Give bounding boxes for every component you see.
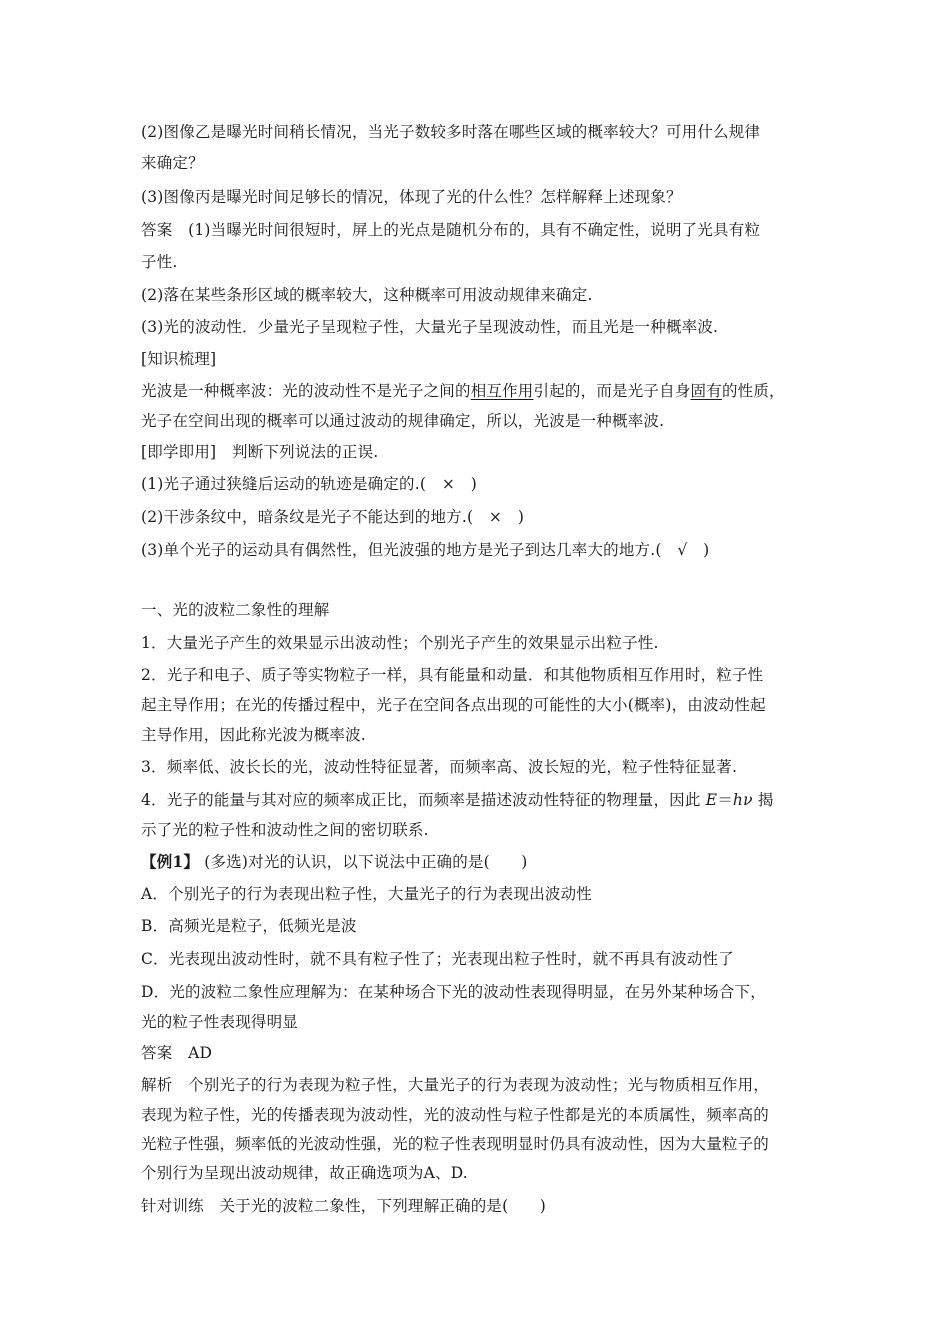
example-question: (多选)对光的认识，以下说法中正确的是( ) [199,853,528,871]
point-3: 3．频率低、波长长的光，波动性特征显著，而频率高、波长短的光，粒子性特征显著. [141,758,738,776]
point-2-line-1: 2．光子和电子、质子等实物粒子一样，具有能量和动量．和其他物质相互作用时，粒子性 [141,666,764,684]
option-c: C．光表现出波动性时，就不具有粒子性了；光表现出粒子性时，就不再具有波动性了 [141,950,734,968]
question-3: (3)图像丙是曝光时间足够长的情况，体现了光的什么性？怎样解释上述现象？ [141,188,682,206]
judge-item-2: (2)干涉条纹中，暗条纹是光子不能达到的地方.( × ) [141,508,525,526]
point-2-line-3: 主导作用，因此称光波为概率波. [141,726,366,744]
underlined-term: 固有 [690,382,722,400]
analysis-line-4: 个别行为呈现出波动规律，故正确选项为A、D. [141,1164,468,1182]
question-2-line-1: (2)图像乙是曝光时间稍长情况，当光子数较多时落在哪些区域的概率较大？可用什么规律 [141,123,761,141]
section-title: 一、光的波粒二象性的理解 [141,601,330,619]
judge-item-3: (3)单个光子的运动具有偶然性，但光波强的地方是光子到达几率大的地方.( √ ) [141,541,710,559]
knowledge-heading: [知识梳理] [141,350,217,368]
knowledge-text: 引起的，而是光子自身 [533,382,691,400]
point-2-line-2: 起主导作用；在光的传播过程中，光子在空间各点出现的可能性的大小(概率)，由波动性起 [141,696,766,714]
underlined-term: 相互作用 [470,382,534,400]
formula-symbol: E [705,791,718,809]
point-4-line-1 [141,789,821,811]
option-a: A．个别光子的行为表现出粒子性，大量光子的行为表现出波动性 [141,885,592,903]
option-b: B．高频光是粒子，低频光是波 [141,917,357,935]
answer-2: (2)落在某些条形区域的概率较大，这种概率可用波动规律来确定. [141,286,593,304]
knowledge-text: 的性质， [721,382,785,400]
example-stem [141,851,821,873]
option-d-line-2: 光的粒子性表现得明显 [141,1013,299,1031]
analysis-line-3: 光粒子性强，频率低的光波动性强，光的粒子性表现明显时仍具有波动性，因为大量粒子的 [141,1135,770,1153]
point-4-text: 揭 [752,791,774,809]
point-4-line-2: 示了光的粒子性和波动性之间的密切联系. [141,821,429,839]
judge-item-1: (1)光子通过狭缝后运动的轨迹是确定的.( × ) [141,475,477,493]
formula-symbol: ν [743,791,753,809]
training-question: 针对训练 关于光的波粒二象性，下列理解正确的是( ) [141,1197,546,1215]
example-answer: 答案 AD [141,1044,213,1062]
knowledge-paragraph-line-1 [141,380,821,402]
answer-line-2: 子性. [141,253,178,271]
analysis-line-2: 表现为粒子性，光的传播表现为波动性，光的波动性与粒子性都是光的本质属性，频率高的 [141,1106,770,1124]
point-1: 1．大量光子产生的效果显示出波动性；个别光子产生的效果显示出粒子性. [141,634,659,652]
example-tag: 【例1】 [141,852,200,871]
knowledge-text: 光波是一种概率波：光的波动性不是光子之间的 [141,382,471,400]
answer-3: (3)光的波动性．少量光子呈现粒子性，大量光子呈现波动性，而且光是一种概率波. [141,318,719,336]
formula-symbol: h [732,791,744,809]
analysis-line-1: 解析 个别光子的行为表现为粒子性，大量光子的行为表现为波动性；光与物质相互作用， [141,1076,770,1094]
option-d-line-1: D．光的波粒二象性应理解为：在某种场合下光的波动性表现得明显，在另外某种场合下， [141,983,766,1001]
question-2-line-2: 来确定？ [141,154,204,172]
knowledge-paragraph-line-2: 光子在空间出现的概率可以通过波动的规律确定，所以，光波是一种概率波. [141,412,665,430]
point-4-text: 4．光子的能量与其对应的频率成正比，而频率是描述波动性特征的物理量，因此 [141,791,706,809]
formula-symbol: ＝ [717,791,733,809]
practice-heading: [即学即用] 判断下列说法的正误. [141,443,379,461]
answer-line-1: 答案 (1)当曝光时间很短时，屏上的光点是随机分布的，具有不确定性，说明了光具有粒 [141,221,761,239]
